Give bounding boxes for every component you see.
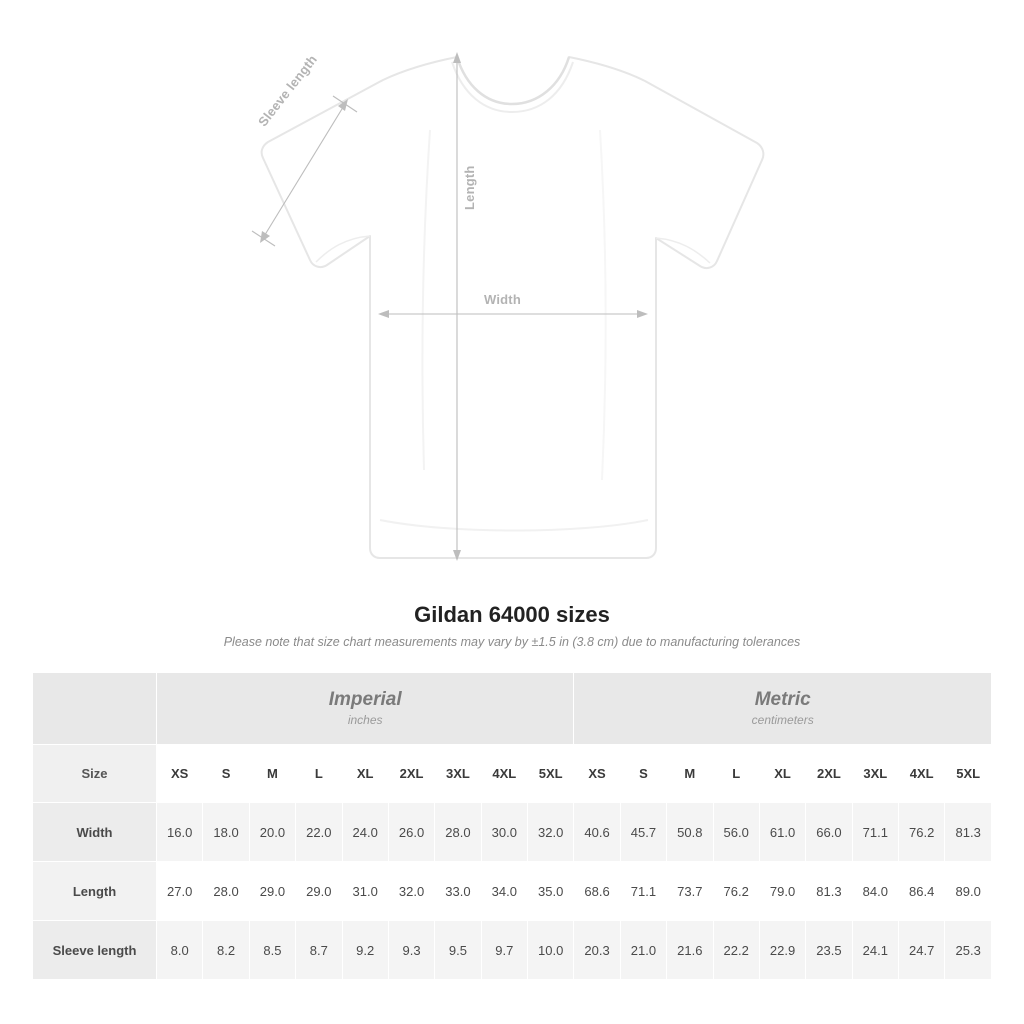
size-col-metric-s: S — [620, 745, 666, 803]
cell-sleeve-imperial-4xl: 9.7 — [481, 921, 527, 980]
unit-group-metric — [574, 673, 992, 745]
size-col-imperial-5xl: 5XL — [528, 745, 574, 803]
cell-sleeve-imperial-s: 8.2 — [203, 921, 249, 980]
size-col-imperial-2xl: 2XL — [388, 745, 434, 803]
row-label-width: Width — [33, 803, 157, 862]
cell-width-metric-l: 56.0 — [713, 803, 759, 862]
size-col-metric-2xl: 2XL — [806, 745, 852, 803]
cell-sleeve-imperial-xs: 8.0 — [157, 921, 203, 980]
cell-width-metric-xs: 40.6 — [574, 803, 620, 862]
cell-sleeve-imperial-2xl: 9.3 — [388, 921, 434, 980]
table-row — [33, 803, 992, 862]
cell-width-imperial-5xl: 32.0 — [528, 803, 574, 862]
table-row — [33, 862, 992, 921]
unit-header-row — [33, 673, 992, 745]
size-col-metric-l: L — [713, 745, 759, 803]
cell-sleeve-imperial-xl: 9.2 — [342, 921, 388, 980]
size-chart-table-wrap — [32, 672, 992, 980]
cell-width-imperial-s: 18.0 — [203, 803, 249, 862]
size-col-imperial-m: M — [249, 745, 295, 803]
cell-length-imperial-l: 29.0 — [296, 862, 342, 921]
unit-group-imperial-name: Imperial — [328, 688, 402, 710]
cell-length-metric-3xl: 84.0 — [852, 862, 898, 921]
size-col-metric-4xl: 4XL — [899, 745, 945, 803]
size-chart-table — [32, 672, 992, 980]
cell-length-imperial-5xl: 35.0 — [528, 862, 574, 921]
cell-length-metric-2xl: 81.3 — [806, 862, 852, 921]
cell-width-metric-5xl: 81.3 — [945, 803, 992, 862]
cell-sleeve-metric-4xl: 24.7 — [899, 921, 945, 980]
cell-length-imperial-m: 29.0 — [249, 862, 295, 921]
cell-width-imperial-2xl: 26.0 — [388, 803, 434, 862]
cell-width-imperial-xl: 24.0 — [342, 803, 388, 862]
size-col-metric-m: M — [667, 745, 713, 803]
size-col-imperial-xl: XL — [342, 745, 388, 803]
cell-width-imperial-xs: 16.0 — [157, 803, 203, 862]
size-col-imperial-3xl: 3XL — [435, 745, 481, 803]
cell-length-metric-5xl: 89.0 — [945, 862, 992, 921]
cell-sleeve-metric-3xl: 24.1 — [852, 921, 898, 980]
cell-sleeve-metric-5xl: 25.3 — [945, 921, 992, 980]
unit-group-metric-sub: centimeters — [751, 712, 814, 727]
row-label-sleeve-length: Sleeve length — [33, 921, 157, 980]
length-label: Length — [462, 165, 477, 210]
cell-sleeve-metric-xs: 20.3 — [574, 921, 620, 980]
table-corner-cell — [33, 673, 157, 745]
cell-sleeve-imperial-l: 8.7 — [296, 921, 342, 980]
cell-width-metric-xl: 61.0 — [759, 803, 805, 862]
cell-length-imperial-2xl: 32.0 — [388, 862, 434, 921]
size-col-imperial-l: L — [296, 745, 342, 803]
size-header-row — [33, 745, 992, 803]
size-col-metric-xl: XL — [759, 745, 805, 803]
cell-sleeve-metric-l: 22.2 — [713, 921, 759, 980]
unit-group-imperial-sub: inches — [347, 712, 383, 727]
cell-length-imperial-xs: 27.0 — [157, 862, 203, 921]
cell-length-metric-m: 73.7 — [667, 862, 713, 921]
table-row — [33, 921, 992, 980]
size-col-metric-3xl: 3XL — [852, 745, 898, 803]
size-header-cell: Size — [33, 745, 157, 803]
size-col-imperial-4xl: 4XL — [481, 745, 527, 803]
size-col-imperial-s: S — [203, 745, 249, 803]
width-label: Width — [484, 292, 521, 307]
cell-sleeve-metric-m: 21.6 — [667, 921, 713, 980]
cell-sleeve-imperial-5xl: 10.0 — [528, 921, 574, 980]
page-title: Gildan 64000 sizes — [414, 602, 610, 627]
cell-length-metric-l: 76.2 — [713, 862, 759, 921]
sleeve-length-label: Sleeve length — [255, 51, 321, 130]
cell-length-imperial-s: 28.0 — [203, 862, 249, 921]
cell-length-imperial-xl: 31.0 — [342, 862, 388, 921]
cell-width-metric-4xl: 76.2 — [899, 803, 945, 862]
cell-sleeve-metric-2xl: 23.5 — [806, 921, 852, 980]
cell-sleeve-imperial-m: 8.5 — [249, 921, 295, 980]
cell-width-imperial-l: 22.0 — [296, 803, 342, 862]
cell-sleeve-metric-xl: 22.9 — [759, 921, 805, 980]
cell-width-metric-s: 45.7 — [620, 803, 666, 862]
unit-group-imperial — [157, 673, 574, 745]
size-col-imperial-xs: XS — [157, 745, 203, 803]
cell-sleeve-imperial-3xl: 9.5 — [435, 921, 481, 980]
tolerance-note: Please note that size chart measurements may vary by ±1.5 in (3.8 cm) due to manufacturing tolerances — [223, 635, 801, 649]
cell-length-metric-xl: 79.0 — [759, 862, 805, 921]
size-col-metric-xs: XS — [574, 745, 620, 803]
cell-width-imperial-4xl: 30.0 — [481, 803, 527, 862]
cell-sleeve-metric-s: 21.0 — [620, 921, 666, 980]
cell-width-metric-2xl: 66.0 — [806, 803, 852, 862]
cell-width-metric-3xl: 71.1 — [852, 803, 898, 862]
cell-width-metric-m: 50.8 — [667, 803, 713, 862]
cell-length-imperial-4xl: 34.0 — [481, 862, 527, 921]
cell-width-imperial-3xl: 28.0 — [435, 803, 481, 862]
cell-length-metric-s: 71.1 — [620, 862, 666, 921]
unit-group-metric-name: Metric — [754, 688, 811, 710]
cell-length-imperial-3xl: 33.0 — [435, 862, 481, 921]
size-col-metric-5xl: 5XL — [945, 745, 992, 803]
cell-length-metric-4xl: 86.4 — [899, 862, 945, 921]
cell-width-imperial-m: 20.0 — [249, 803, 295, 862]
cell-length-metric-xs: 68.6 — [574, 862, 620, 921]
row-label-length: Length — [33, 862, 157, 921]
